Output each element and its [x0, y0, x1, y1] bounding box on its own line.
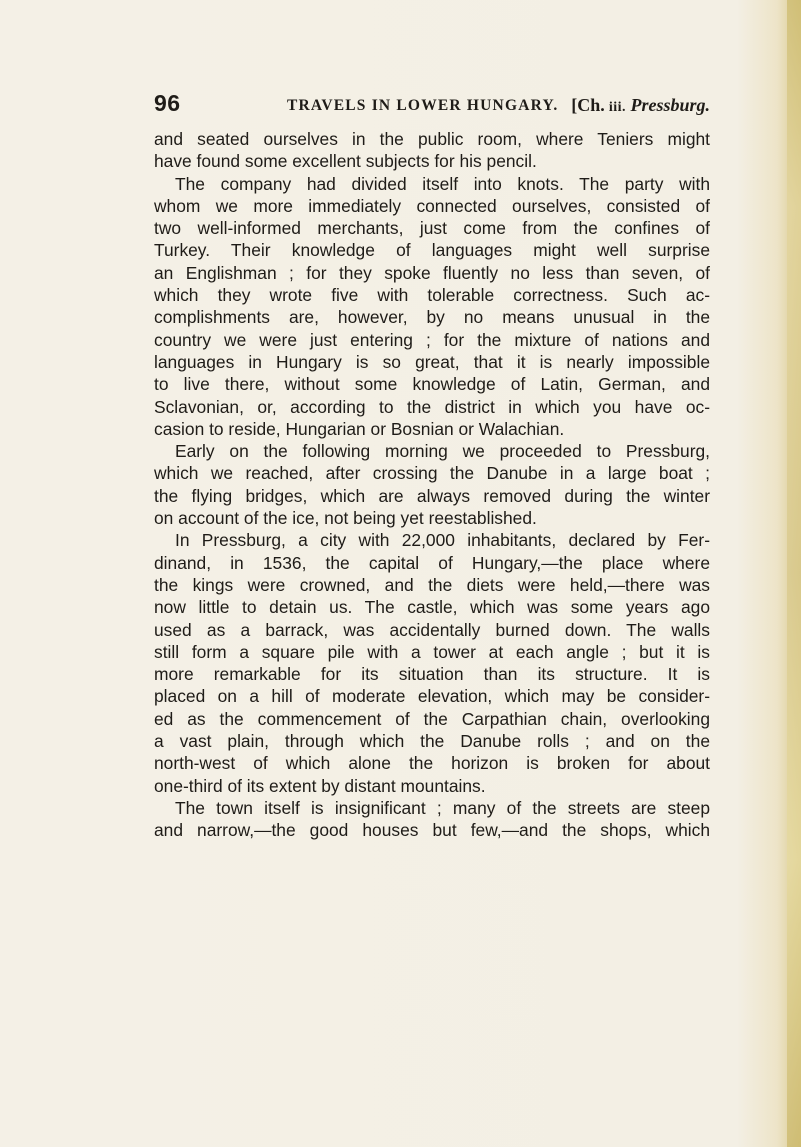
text-line: which we reached, after crossing the Danube in a large boat ; — [154, 463, 710, 484]
text-line: now little to detain us. The castle, which was some years ago — [154, 597, 710, 618]
text-line: the kings were crowned, and the diets were held,—there was — [154, 574, 710, 595]
text-line: Early on the following morning we proceeded to Pressburg, — [175, 441, 710, 462]
text-line: ed as the commencement of the Carpathian chain, overlooking — [154, 708, 710, 729]
text-line: two well-informed merchants, just come from the confines of — [154, 218, 710, 239]
text-line: and narrow,—the good houses but few,—and the shops, which — [154, 820, 710, 841]
text-line: Sclavonian, or, according to the district in which you have oc- — [154, 396, 710, 417]
text-line: to live there, without some knowledge of Latin, German, and — [154, 374, 710, 395]
text-line: The town itself is insignificant ; many of the streets are steep — [175, 797, 710, 818]
chapter-ref-numeral: iii. — [604, 100, 626, 115]
text-line: the flying bridges, which are always removed during the winter — [154, 485, 710, 506]
text-line: and seated ourselves in the public room, where Teniers might — [154, 129, 710, 149]
text-line: on account of the ice, not being yet reestablished. — [154, 508, 537, 529]
text-line: languages in Hungary is so great, that it is nearly impossible — [154, 351, 710, 372]
page-edge-stain — [787, 0, 801, 1147]
text-line: casion to reside, Hungarian or Bosnian or Walachian. — [154, 418, 565, 439]
text-line: an Englishman ; for they spoke fluently no less than seven, of — [154, 262, 710, 283]
text-line: The company had divided itself into knots. The party with — [175, 173, 710, 194]
text-line: more remarkable for its situation than its structure. It is — [154, 664, 710, 685]
text-line: dinand, in 1536, the capital of Hungary,—the place where — [154, 552, 710, 573]
page-header — [154, 90, 710, 118]
text-line: a vast plain, through which the Danube rolls ; and on the — [154, 731, 710, 752]
text-line: country we were just entering ; for the mixture of nations and — [154, 329, 710, 350]
text-line: Turkey. Their knowledge of languages might well surprise — [154, 240, 710, 261]
text-line: north-west of which alone the horizon is broken for about — [154, 753, 710, 774]
text-line: placed on a hill of moderate elevation, which may be consider- — [154, 686, 710, 707]
text-line: whom we more immediately connected ourselves, consisted of — [154, 195, 710, 216]
chapter-ref-prefix: [Ch. — [571, 95, 605, 115]
running-title: TRAVELS IN LOWER HUNGARY. — [287, 97, 559, 114]
text-line: In Pressburg, a city with 22,000 inhabitants, declared by Fer- — [175, 530, 710, 551]
body-text — [154, 128, 710, 842]
text-line: have found some excellent subjects for his pencil. — [154, 151, 537, 172]
text-line: one-third of its extent by distant mountains. — [154, 775, 486, 796]
text-line: used as a barrack, was accidentally burned down. The walls — [154, 619, 710, 640]
text-line: still form a square pile with a tower at each angle ; but it is — [154, 641, 710, 662]
text-line: complishments are, however, by no means unusual in the — [154, 307, 710, 328]
text-line: which they wrote five with tolerable correctness. Such ac- — [154, 285, 710, 306]
chapter-ref-place: Pressburg. — [625, 95, 710, 115]
chapter-reference — [571, 95, 710, 116]
page-number: 96 — [154, 90, 181, 116]
